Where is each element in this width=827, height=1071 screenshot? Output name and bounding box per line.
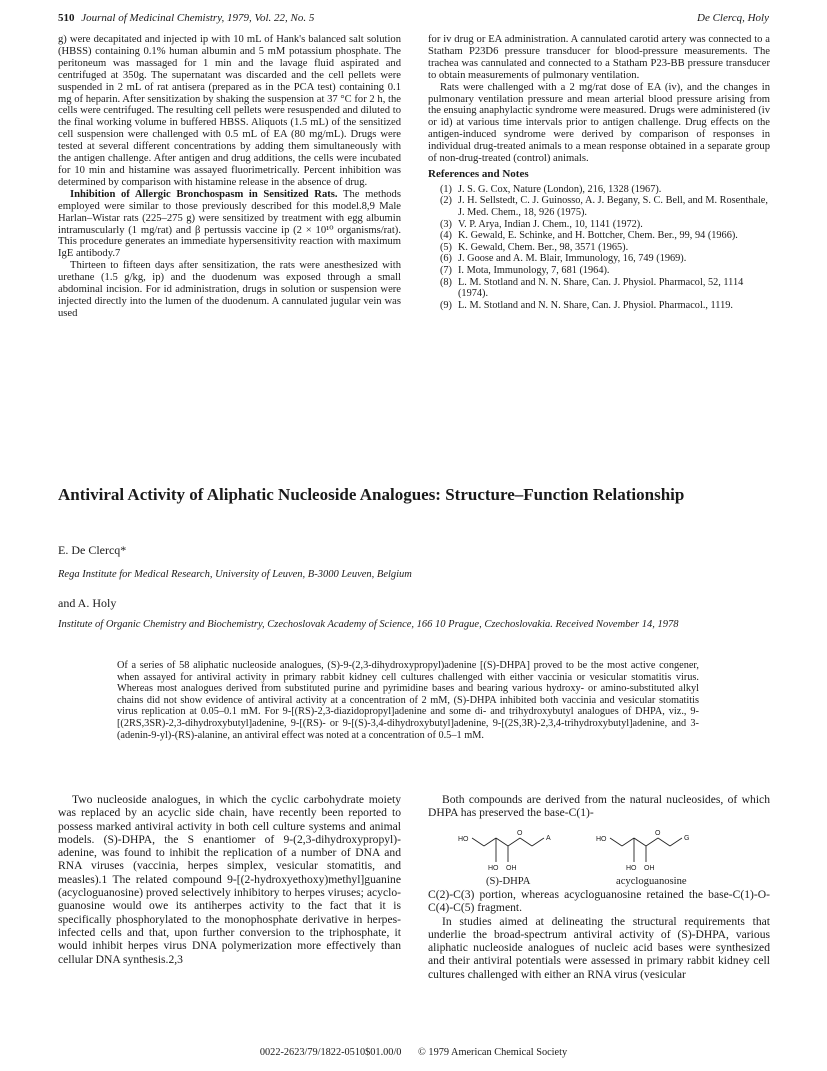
paragraph: Both compounds are derived from the natural nucleosides, of which DHPA has preserved the base-C(1)-: [428, 793, 770, 820]
paragraph: In studies aimed at delineating the structural requirements that underlie the broad-spectrum antiviral activity of (S)-DHPA, various aliphatic nucleoside analogues of nucleic acid bases were synthesized and their antiviral potentials were assessed in primary rabbit kidney cell cultures challenged with either an RNA virus (vesicular: [428, 914, 770, 981]
article-code: 0022-2623/79/1822-0510$01.00/0: [259, 1047, 402, 1058]
reference-number: (9): [439, 299, 452, 311]
acg-ho-label: HO: [596, 836, 607, 843]
reference-item: [428, 242, 770, 254]
introduction-left-column: [58, 793, 401, 966]
introduction-right-top: [428, 793, 770, 820]
reference-text: L. M. Stotland and N. N. Share, Can. J. Physiol. Pharmacol, 52, 1114 (1974).: [458, 276, 744, 300]
reference-number: (3): [439, 218, 452, 230]
author-holy: and A. Holy: [58, 596, 117, 610]
paragraph: for iv drug or EA administration. A cannulated carotid artery was connected to a Statham P23D6 pressure transducer for blood-pressure measurements. The trachea was cannulated and connected to a Statham P23-BB pressure transducer to obtain measurements of pulmonary ventilation.: [428, 34, 770, 81]
journal-citation: Journal of Medicinal Chemistry, 1979, Vol. 22, No. 5: [81, 12, 315, 24]
reference-text: K. Gewald, Chem. Ber., 98, 3571 (1965).: [458, 241, 629, 253]
acg-base-label: G: [684, 835, 690, 842]
reference-number: (1): [439, 183, 452, 195]
author-de-clercq: E. De Clercq*: [58, 543, 127, 557]
dhpa-ho2-label: HO: [488, 865, 499, 872]
reference-item: [428, 277, 770, 300]
reference-item: [428, 184, 770, 196]
references-heading: References and Notes: [428, 167, 529, 180]
section-heading: Inhibition of Allergic Bronchospasm in Sensitized Rats.: [70, 188, 338, 200]
reference-text: J. H. Sellstedt, C. J. Guinosso, A. J. Begany, S. C. Bell, and M. Rosenthale, J. Med. Chem., 18, 926 (1975).: [458, 195, 768, 219]
paragraph: Rats were challenged with a 2 mg/rat dose of EA (iv), and the changes in pulmonary ventilation pressure and mean arterial blood pressure arising from the ensuing anaphylactic syndrome were measured. Drugs were administered (iv or id) at various time intervals prior to antigen challenge. Drug effects on the antigen-induced syndrome were derived by comparison of responses in individual drug-treated animals to a mean response obtained in a separate group of non-drug-treated (control) animals.: [428, 81, 770, 165]
previous-article-right-column: [428, 34, 770, 311]
reference-item: [428, 219, 770, 231]
reference-item: [428, 253, 770, 265]
reference-list: [428, 184, 770, 312]
acg-oh-label: OH: [644, 865, 655, 872]
dhpa-ho-label: HO: [458, 836, 469, 843]
reference-item: [428, 265, 770, 277]
reference-item: [428, 230, 770, 242]
header-left: [58, 12, 314, 24]
copyright-notice: © 1979 American Chemical Society: [418, 1047, 568, 1058]
reference-number: (2): [439, 195, 452, 207]
abstract: Of a series of 58 aliphatic nucleoside analogues, (S)-9-(2,3-dihydroxypropyl)adenine [(S)-DHPA] proved to be the most active congener, when assayed for antiviral activity in primary rabbit kidney cell cultures challenged with either vaccinia or vesicular stomatitis virus. Whereas most analogues derived from substituted purine and pyrimidine bases and bearing various hydroxy- or amino-substituted alkyl chains did not show evidence of antiviral activity at a concentration of 2 mM, (S)-DHPA inhibited both vaccinia and vesicular stomatitis virus replication at 0.05–0.1 mM. For 9-[(RS)-2,3-diazidopropyl]adenine and some di- and trihydroxybutyl analogues of DHPA, viz., 9-[(2RS,3SR)-2,3-dihydroxybutyl]adenine, 9-[(RS)- or 9-[(S)-3,4-dihydroxybutyl]adenine, 9-[(2S,3R)-2,3,4-trihydroxybutyl]adenine, and 3-(adenin-9-yl)-(RS)-alanine, an antiviral effect was noted at a concentration of 0.5–1 mM.: [117, 660, 699, 741]
reference-text: K. Gewald, E. Schinke, and H. Bottcher, Chem. Ber., 99, 94 (1966).: [458, 230, 738, 242]
acycloguanosine-structure: [610, 838, 682, 862]
paragraph-text: The methods employed were similar to those previously described for this model.8,9 Male Harlan–Wistar rats (225–275 g) were sensitized by treatment with egg albumin intramuscularly (1 mg/rat) and β pertussis vaccine ip (2 × 10¹⁰ organisms/rat). This procedure generates an immediate hypersensitivity reaction with maximum IgE antibody.7: [58, 188, 401, 260]
page-footer: [0, 1047, 827, 1058]
affiliation-rega: Rega Institute for Medical Research, University of Leuven, B-3000 Leuven, Belgium: [58, 569, 412, 580]
dhpa-oh-label: OH: [506, 865, 517, 872]
dhpa-structure: [472, 838, 544, 862]
reference-text: V. P. Arya, Indian J. Chem., 10, 1141 (1972).: [458, 218, 643, 230]
dhpa-caption: (S)-DHPA: [486, 876, 531, 887]
paragraph: Two nucleoside analogues, in which the cyclic carbohydrate moiety was replaced by an acyclic side chain, have recently been reported to possess marked antiviral activity in both cell culture systems and animal models. (S)-DHPA, the S enantiomer of 9-(2,3-dihydroxypropyl)-adenine, was found to inhibit the replication of a number of DNA and RNA viruses (vaccinia, herpes simplex, vesicular stomatitis, and measles).1 The related compound 9-[(2-hydroxyethoxy)methyl]guanine (acycloguanosine) proved selectively inhibitory to herpes viruses; acycloguanosine would owe its antiherpes activity to the fact that it is specifically phosphorylated to the monophosphate derivative in herpes-infected cells and that, upon further conversion to the triphosphate, it would inhibit herpes virus DNA polymerization more effectively than cellular DNA synthesis.2,3: [58, 793, 401, 966]
running-author: De Clercq, Holy: [697, 12, 769, 24]
page-header: [58, 12, 769, 28]
reference-number: (4): [439, 230, 452, 242]
reference-number: (5): [439, 241, 452, 253]
reference-text: J. S. G. Cox, Nature (London), 216, 1328 (1967).: [458, 183, 662, 195]
affiliation-prague: Institute of Organic Chemistry and Biochemistry, Czechoslovak Academy of Science, 166 10 Prague, Czechoslovakia. Received November 14, 1978: [58, 619, 679, 630]
dhpa-o-label: O: [517, 830, 523, 837]
acg-ho2-label: HO: [626, 865, 637, 872]
article-title: Antiviral Activity of Aliphatic Nucleoside Analogues: Structure–Function Relationship: [58, 485, 685, 504]
acycloguanosine-caption: acycloguanosine: [616, 876, 687, 887]
reference-number: (7): [439, 265, 452, 277]
acg-o-label: O: [655, 830, 661, 837]
reference-number: (8): [439, 276, 452, 288]
paragraph: g) were decapitated and injected ip with 10 mL of Hank's balanced salt solution (HBSS) containing 0.1% human albumin and 5 mM potassium phosphate. The peritoneum was massaged for 1 min and the lavage fluid aspirated and centrifuged at 350g. The supernatant was discarded and the cell pellets were suspended in 2 mL of rat antisera (prepared as in the PCA test) containing 0.1 mg of heparin. After sensitization by shaking the suspension at 37 °C for 2 h, the cells were centrifuged. The resulting cell pellets were resuspended and diluted to the final working volume in buffered HBSS. Aliquots (1.5 mL) of the sensitized cell suspension were challenged with 0.5 mL of EA (80 mg/mL). Drugs were tested at several different concentrations by adding them simultaneously with the antigen challenge. After antigen and drug additions, the cells were incubated for 10 min and histamine was assayed fluorimetrically. Percent inhibition was determined by comparison with histamine release in the absence of drug.: [58, 34, 401, 188]
paragraph: [58, 189, 401, 260]
chemical-structures: [440, 826, 770, 888]
paragraph: C(2)-C(3) portion, whereas acycloguanosine retained the base-C(1)-O-C(4)-C(5) fragment.: [428, 888, 770, 915]
previous-article-left-column: [58, 34, 401, 320]
reference-text: I. Mota, Immunology, 7, 681 (1964).: [458, 265, 610, 277]
page-number: 510: [58, 12, 75, 24]
introduction-right-column: [428, 888, 770, 981]
reference-number: (6): [439, 253, 452, 265]
dhpa-base-label: A: [546, 835, 551, 842]
reference-item: [428, 195, 770, 218]
reference-text: L. M. Stotland and N. N. Share, Can. J. Physiol. Pharmacol., 1119.: [458, 299, 733, 311]
reference-item: [428, 300, 770, 312]
reference-text: J. Goose and A. M. Blair, Immunology, 16, 749 (1969).: [458, 253, 687, 265]
paragraph: Thirteen to fifteen days after sensitization, the rats were anesthesized with urethane (1.5 g/kg, ip) and the duodenum was exposed through a small abdominal incision. For id administration, drugs in solution or suspension were injected directly into the lumen of the duodenum. A cannulated jugular vein was used: [58, 260, 401, 319]
